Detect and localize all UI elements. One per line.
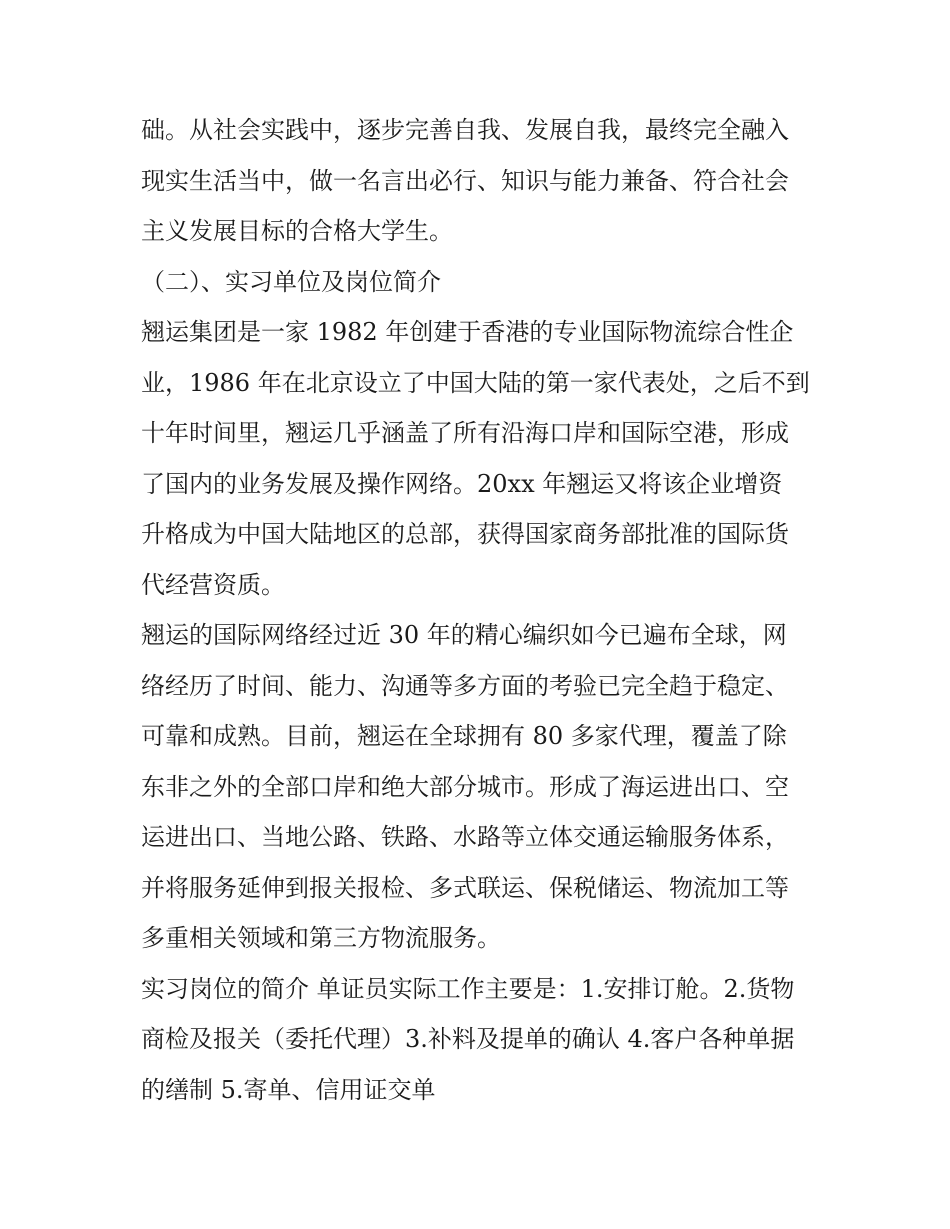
text-line: 的缮制 5.寄单、信用证交单 [141,1075,436,1104]
text-line: 可靠和成熟。目前，翘运在全球拥有 80 多家代理，覆盖了除 [141,722,787,750]
text-line: 代经营资质。 [141,570,285,599]
text-line: 现实生活当中，做一名言出必行、知识与能力兼备、符合社会 [141,166,789,195]
text-line: 东非之外的全部口岸和绝大部分城市。形成了海运进出口、空 [141,772,789,801]
text-line: 翘运集团是一家 1982 年创建于香港的专业国际物流综合性企 [141,318,794,346]
text-line: 运进出口、当地公路、铁路、水路等立体交通运输服务体系， [141,823,789,851]
text-line: 翘运的国际网络经过近 30 年的精心编织如今已遍布全球，网 [141,621,787,649]
text-line: 了国内的业务发展及操作网络。20xx 年翘运又将该企业增资 [141,469,783,498]
text-line: 络经历了时间、能力、沟通等多方面的考验已完全趋于稳定、 [141,671,789,700]
text-line: 十年时间里，翘运几乎涵盖了所有沿海口岸和国际空港，形成 [141,419,789,447]
text-line: 并将服务延伸到报关报检、多式联运、保税储运、物流加工等 [141,873,789,902]
text-line: 升格成为中国大陆地区的总部，获得国家商务部批准的国际货 [141,520,789,548]
text-line: 主义发展目标的合格大学生。 [141,217,453,245]
text-line: 业，1986 年在北京设立了中国大陆的第一家代表处，之后不到 [141,368,810,397]
document-body [141,105,816,1115]
text-line: 商检及报关（委托代理）3.补料及提单的确认 4.客户各种单据 [141,1025,795,1053]
section-heading: （二）、实习单位及岗位简介 [141,267,441,296]
text-line: 础。从社会实践中，逐步完善自我、发展自我，最终完全融入 [141,116,789,144]
text-line: 实习岗位的简介 单证员实际工作主要是：1.安排订舱。2.货物 [141,974,795,1003]
text-line: 多重相关领域和第三方物流服务。 [141,924,501,952]
